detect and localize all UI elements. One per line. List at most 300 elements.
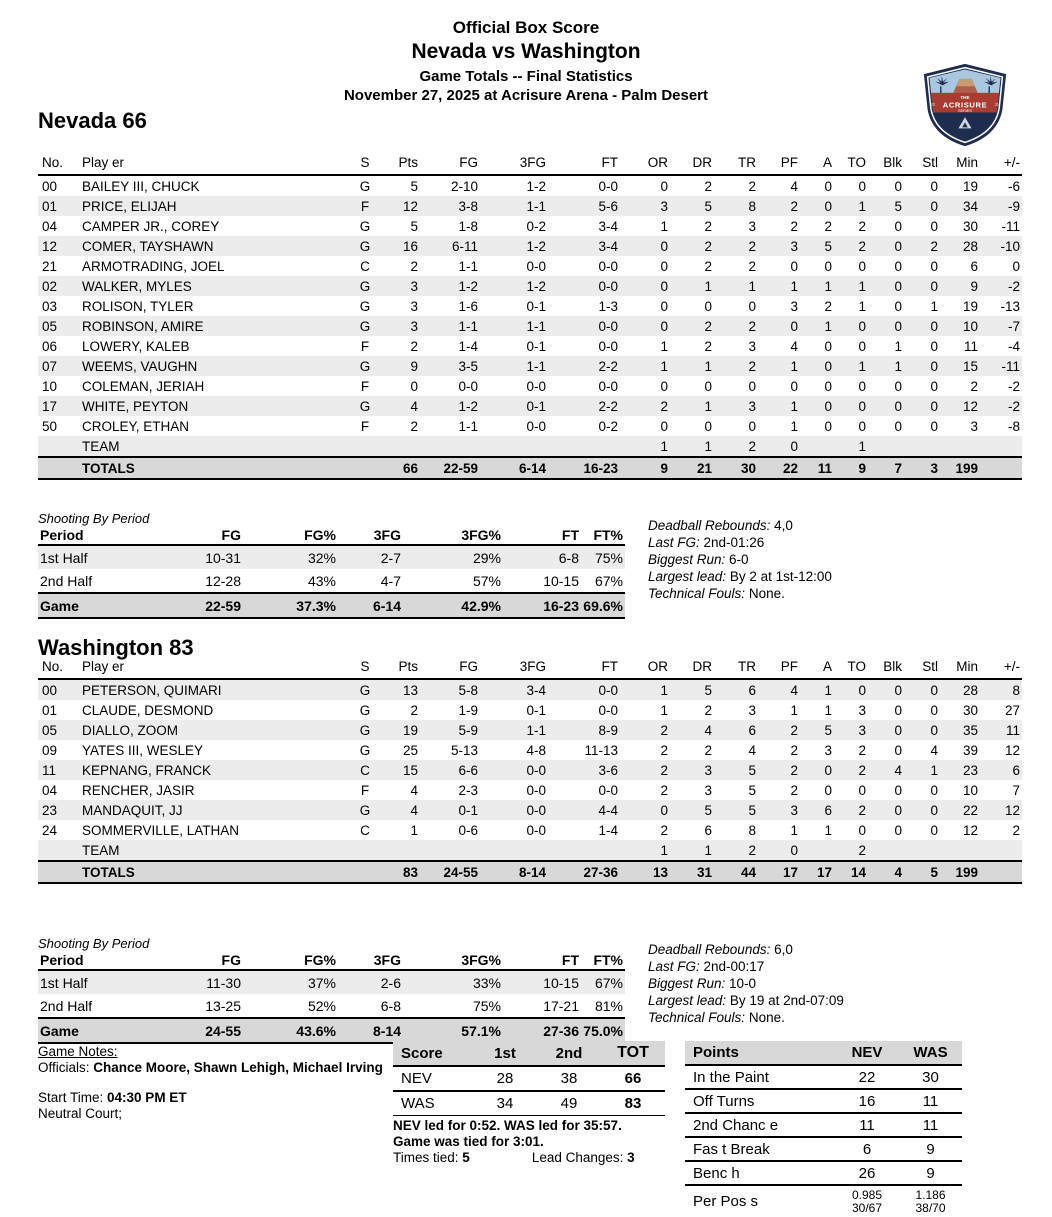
cell: 0	[858, 682, 866, 698]
cell: 2	[858, 218, 866, 234]
cell: G	[359, 298, 371, 314]
cell: 0	[660, 278, 668, 294]
cell	[868, 436, 904, 457]
cell: G	[359, 702, 371, 718]
cell: 27-36	[583, 864, 618, 880]
column-header: FT	[561, 527, 579, 543]
cell: 0	[930, 198, 938, 214]
cell: 1	[790, 822, 798, 838]
table-head	[38, 153, 1022, 175]
cell: 0	[824, 178, 832, 194]
lead-changes-value: 3	[627, 1150, 635, 1165]
per-poss-value: 0.985	[851, 1187, 883, 1202]
column-header: Blk	[883, 659, 902, 674]
cell: F	[360, 418, 370, 434]
cell: 50	[42, 418, 58, 434]
cell: Benc h	[685, 1161, 835, 1185]
cell: 3-8	[458, 198, 478, 214]
cell	[350, 436, 380, 457]
cell: 0	[930, 418, 938, 434]
cell: 4-7	[380, 572, 401, 589]
cell: 1	[790, 702, 798, 718]
cell: 1-4	[458, 338, 478, 354]
column-header: FT	[561, 952, 579, 968]
cell: 34	[496, 1095, 514, 1112]
cell: 49	[560, 1095, 578, 1112]
column-header: FG	[459, 659, 478, 674]
cell: 0	[824, 398, 832, 414]
column-header: PF	[780, 659, 798, 674]
cell: LOWERY, KALEB	[82, 338, 190, 354]
cell: 26	[835, 1161, 899, 1185]
cell: 2	[660, 722, 668, 738]
table-row	[38, 970, 625, 994]
cell: 11	[899, 1113, 962, 1137]
cell: 19	[962, 178, 978, 194]
cell: 0	[894, 742, 902, 758]
cell	[899, 1185, 962, 1217]
cell: 1	[790, 358, 798, 374]
column-header: Period	[40, 952, 84, 968]
table-row	[38, 800, 1022, 820]
cell: 0	[748, 298, 756, 314]
cell: 6	[824, 802, 832, 818]
cell: 1	[748, 278, 756, 294]
cell: -7	[1007, 318, 1020, 334]
cell: 1	[790, 398, 798, 414]
cell: 1-8	[458, 218, 478, 234]
washington-game-notes	[648, 941, 844, 1026]
table-row	[38, 457, 1022, 479]
start-time-value: 04:30 PM ET	[107, 1090, 187, 1105]
cell: 23	[42, 802, 58, 818]
cell: Off Turns	[685, 1089, 835, 1113]
column-header: FG%	[304, 527, 336, 543]
cell: 11	[1005, 722, 1020, 738]
table-row	[38, 820, 1022, 840]
cell: 32%	[307, 549, 336, 566]
cell: 1	[660, 682, 668, 698]
cell: 3-5	[458, 358, 478, 374]
cell: 12	[1004, 802, 1020, 818]
cell	[548, 840, 620, 861]
cell: 2-10	[450, 178, 478, 194]
cell: 13	[652, 864, 668, 880]
report-header	[0, 18, 1052, 104]
cell: 3	[410, 318, 418, 334]
cell: 66	[624, 1070, 642, 1087]
cell: 10-31	[205, 549, 241, 566]
cell: 2	[790, 218, 798, 234]
note-label: Biggest Run:	[648, 552, 726, 567]
table-row	[685, 1113, 962, 1137]
column-header: 3FG%	[461, 527, 501, 543]
cell: 29%	[472, 549, 501, 566]
cell: 1	[858, 358, 866, 374]
header-row	[393, 1041, 665, 1066]
cell: TOTALS	[82, 460, 135, 476]
cell: 0	[894, 782, 902, 798]
table-row	[38, 336, 1022, 356]
cell: 2	[970, 378, 978, 394]
cell: 11	[899, 1089, 962, 1113]
column-header: FT	[601, 659, 618, 674]
column-header: Play er	[82, 659, 125, 674]
cell: 4	[704, 722, 712, 738]
cell: 5	[894, 198, 902, 214]
cell: 2	[748, 318, 756, 334]
cell: 2	[858, 802, 866, 818]
cell: 0	[824, 358, 832, 374]
cell: F	[360, 338, 370, 354]
cell: PRICE, ELIJAH	[82, 198, 177, 214]
cell: 1st Half	[40, 974, 88, 991]
cell: 17	[816, 864, 832, 880]
cell: 11-13	[584, 742, 618, 758]
column-header: 3FG	[519, 659, 546, 674]
cell: 5	[824, 722, 832, 738]
cell: 04	[42, 782, 58, 798]
cell: TEAM	[82, 438, 120, 454]
cell: 1-1	[458, 318, 478, 334]
cell	[980, 457, 1022, 479]
cell: 1	[858, 278, 866, 294]
cell: 1	[660, 702, 668, 718]
cell: CROLEY, ETHAN	[82, 418, 190, 434]
cell: -8	[1007, 418, 1020, 434]
cell: 00	[42, 178, 58, 194]
cell: 2-6	[380, 974, 401, 991]
cell: 0-0	[598, 782, 618, 798]
cell: -2	[1007, 278, 1020, 294]
cell: 31	[696, 864, 712, 880]
cell	[38, 457, 80, 479]
cell: 17	[782, 864, 798, 880]
cell: 52%	[307, 997, 336, 1014]
note-line	[648, 941, 844, 958]
cell: F	[360, 378, 370, 394]
cell: 0	[1012, 258, 1020, 274]
table-row	[38, 296, 1022, 316]
table-row	[38, 216, 1022, 236]
table-row	[38, 396, 1022, 416]
cell: 2	[1012, 822, 1020, 838]
cell: G	[359, 278, 371, 294]
cell: 0	[930, 358, 938, 374]
cell: ARMOTRADING, JOEL	[82, 258, 225, 274]
column-header: DR	[692, 659, 712, 674]
cell: 4-4	[598, 802, 618, 818]
cell: 0	[894, 318, 902, 334]
cell: 0	[930, 338, 938, 354]
cell: 0	[858, 822, 866, 838]
cell: 2-3	[458, 782, 478, 798]
cell	[940, 436, 980, 457]
cell: 1	[704, 438, 712, 454]
cell: 0	[858, 378, 866, 394]
cell: 05	[42, 318, 58, 334]
cell: 0-0	[598, 378, 618, 394]
cell: 4	[790, 682, 798, 698]
cell: COLEMAN, JERIAH	[82, 378, 205, 394]
cell: 1st Half	[40, 549, 88, 566]
cell: -6	[1007, 178, 1020, 194]
note-line	[648, 975, 844, 992]
column-header: PF	[780, 155, 798, 170]
cell: 16	[835, 1089, 899, 1113]
table-row	[38, 700, 1022, 720]
column-header: S	[360, 155, 370, 170]
cell: 2	[410, 418, 418, 434]
cell	[420, 436, 480, 457]
cell: 3	[748, 398, 756, 414]
cell: 0-0	[458, 378, 478, 394]
cell: 5	[410, 178, 418, 194]
cell: 11	[963, 338, 978, 354]
logo-year-right: 25	[994, 101, 1000, 107]
cell: 30	[740, 460, 756, 476]
cell: 4	[410, 782, 418, 798]
cell: 0-0	[598, 702, 618, 718]
cell: 1-2	[458, 398, 478, 414]
cell: 0-2	[598, 418, 618, 434]
cell: 0	[824, 258, 832, 274]
note-label: Technical Fouls:	[648, 1010, 746, 1025]
table-row	[685, 1065, 962, 1089]
cell: 2	[824, 218, 832, 234]
cell: 3	[790, 298, 798, 314]
lead-summary	[393, 1118, 635, 1166]
cell: 0	[748, 378, 756, 394]
cell: 0	[930, 318, 938, 334]
logo-acrisure-text: ACRISURE	[942, 100, 988, 110]
cell: 0	[930, 398, 938, 414]
cell: 15	[402, 762, 418, 778]
cell: 2	[704, 178, 712, 194]
cell: 14	[850, 864, 866, 880]
cell: 0	[790, 378, 798, 394]
cell	[350, 457, 380, 479]
cell: 5	[704, 802, 712, 818]
cell: 43.6%	[296, 1022, 336, 1039]
cell: -10	[1000, 238, 1020, 254]
cell: DIALLO, ZOOM	[82, 722, 179, 738]
cell: 1-1	[526, 358, 546, 374]
cell: 1	[894, 338, 902, 354]
cell: 0	[930, 702, 938, 718]
cell: 1	[858, 298, 866, 314]
cell: 5-8	[458, 682, 478, 698]
table-row	[38, 760, 1022, 780]
column-header: A	[822, 155, 832, 170]
column-header: Period	[40, 527, 84, 543]
cell: 1	[930, 762, 938, 778]
table-body	[38, 175, 1022, 479]
cell: 5	[930, 864, 938, 880]
cell: 37.3%	[296, 597, 336, 614]
cell: 12	[962, 398, 978, 414]
cell: 4	[894, 864, 902, 880]
cell: 3	[410, 278, 418, 294]
cell: 2nd Half	[40, 997, 93, 1014]
cell: 5	[410, 218, 418, 234]
cell: 2	[410, 338, 418, 354]
table-row	[38, 175, 1022, 196]
cell: 0	[704, 298, 712, 314]
table-body	[38, 970, 625, 1043]
table-row	[38, 593, 625, 618]
cell: G	[359, 742, 371, 758]
cell: 66	[402, 460, 418, 476]
note-value: 6-0	[725, 552, 749, 567]
cell: -4	[1007, 338, 1020, 354]
cell: 0-1	[526, 702, 546, 718]
column-header: TOT	[601, 1041, 665, 1066]
cell: 10	[962, 782, 978, 798]
cell: Per Pos s	[693, 1193, 759, 1210]
cell: 1	[660, 218, 668, 234]
cell: 75%	[472, 997, 501, 1014]
cell: 3-4	[598, 218, 618, 234]
column-header: NEV	[835, 1041, 899, 1065]
cell: 01	[42, 198, 58, 214]
cell: 3	[748, 702, 756, 718]
column-header: TO	[847, 155, 866, 170]
cell: 0	[660, 378, 668, 394]
cell: G	[359, 358, 371, 374]
cell: 1-1	[458, 258, 478, 274]
cell: -2	[1007, 398, 1020, 414]
cell	[835, 1185, 899, 1217]
cell: 3	[970, 418, 978, 434]
cell: 17	[42, 398, 58, 414]
cell	[940, 840, 980, 861]
cell: 2	[704, 238, 712, 254]
column-header: 1st	[473, 1041, 537, 1066]
cell: 2	[660, 742, 668, 758]
table-body	[38, 545, 625, 618]
cell: 4-8	[526, 742, 546, 758]
cell: 0	[894, 378, 902, 394]
cell: 11-30	[206, 974, 241, 991]
cell: 0-0	[598, 682, 618, 698]
cell: 2	[704, 742, 712, 758]
cell	[548, 436, 620, 457]
column-header: No.	[42, 659, 64, 674]
cell: 1	[704, 278, 712, 294]
cell: 0-0	[598, 178, 618, 194]
cell: G	[359, 398, 371, 414]
cell: 0	[790, 842, 798, 858]
cell: 16-23	[583, 460, 618, 476]
table-row	[685, 1137, 962, 1161]
game-notes-block	[38, 1044, 383, 1122]
cell	[350, 840, 380, 861]
note-label: Largest lead:	[648, 993, 727, 1008]
table-row	[38, 740, 1022, 760]
cell: 1	[704, 398, 712, 414]
table-head	[685, 1041, 962, 1065]
cell: 0	[704, 378, 712, 394]
column-header: FT%	[593, 527, 623, 543]
cell	[38, 840, 80, 861]
cell: 24-55	[443, 864, 478, 880]
cell: 3	[790, 802, 798, 818]
cell: WEEMS, VAUGHN	[82, 358, 198, 374]
note-line	[648, 1009, 844, 1026]
cell: 4	[748, 742, 756, 758]
cell: 2	[748, 238, 756, 254]
score-by-period-table	[393, 1041, 665, 1116]
cell: 13	[402, 682, 418, 698]
cell: 0	[858, 338, 866, 354]
column-header: No.	[42, 155, 64, 170]
cell: KEPNANG, FRANCK	[82, 762, 212, 778]
cell: 3	[858, 722, 866, 738]
note-label: Biggest Run:	[648, 976, 726, 991]
cell: 2	[410, 258, 418, 274]
cell	[420, 840, 480, 861]
cell: 1	[824, 278, 832, 294]
table-body	[38, 679, 1022, 883]
table-row	[38, 720, 1022, 740]
cell: 1	[858, 198, 866, 214]
table-row	[38, 316, 1022, 336]
table-head	[38, 657, 1022, 679]
shooting-by-period-label: Shooting By Period	[38, 511, 150, 526]
cell: 8	[1012, 682, 1020, 698]
cell: 1-2	[526, 178, 546, 194]
cell: 2	[858, 238, 866, 254]
cell: 22-59	[205, 597, 241, 614]
cell: 5	[824, 238, 832, 254]
shield-logo-icon	[916, 62, 1014, 148]
cell: 3-4	[598, 238, 618, 254]
cell: 0	[748, 418, 756, 434]
cell: 3	[748, 218, 756, 234]
note-line	[648, 568, 832, 585]
cell: 0-6	[458, 822, 478, 838]
cell: 0	[660, 318, 668, 334]
cell: 09	[42, 742, 58, 758]
ties-and-lead-changes-line	[393, 1150, 635, 1166]
per-poss-value: 30/67	[851, 1200, 883, 1215]
cell: 0	[410, 378, 418, 394]
column-header: Play er	[82, 155, 125, 170]
cell: 12	[962, 822, 978, 838]
table-row	[38, 780, 1022, 800]
note-value: 2nd-01:26	[699, 535, 765, 550]
note-line	[648, 992, 844, 1009]
cell: 02	[42, 278, 58, 294]
cell: 0	[930, 822, 938, 838]
cell: NEV	[401, 1070, 432, 1087]
cell: 1	[410, 822, 418, 838]
cell: 12	[42, 238, 58, 254]
cell: 0	[858, 258, 866, 274]
cell: 0	[930, 258, 938, 274]
cell: 05	[42, 722, 58, 738]
cell: 4	[790, 338, 798, 354]
cell: 75.0%	[583, 1022, 623, 1039]
cell: 0-0	[598, 258, 618, 274]
note-line	[648, 517, 832, 534]
cell: ROLISON, TYLER	[82, 298, 194, 314]
cell: 9	[858, 460, 866, 476]
cell: 30	[962, 702, 978, 718]
cell: 6	[1012, 762, 1020, 778]
cell: 3	[704, 782, 712, 798]
